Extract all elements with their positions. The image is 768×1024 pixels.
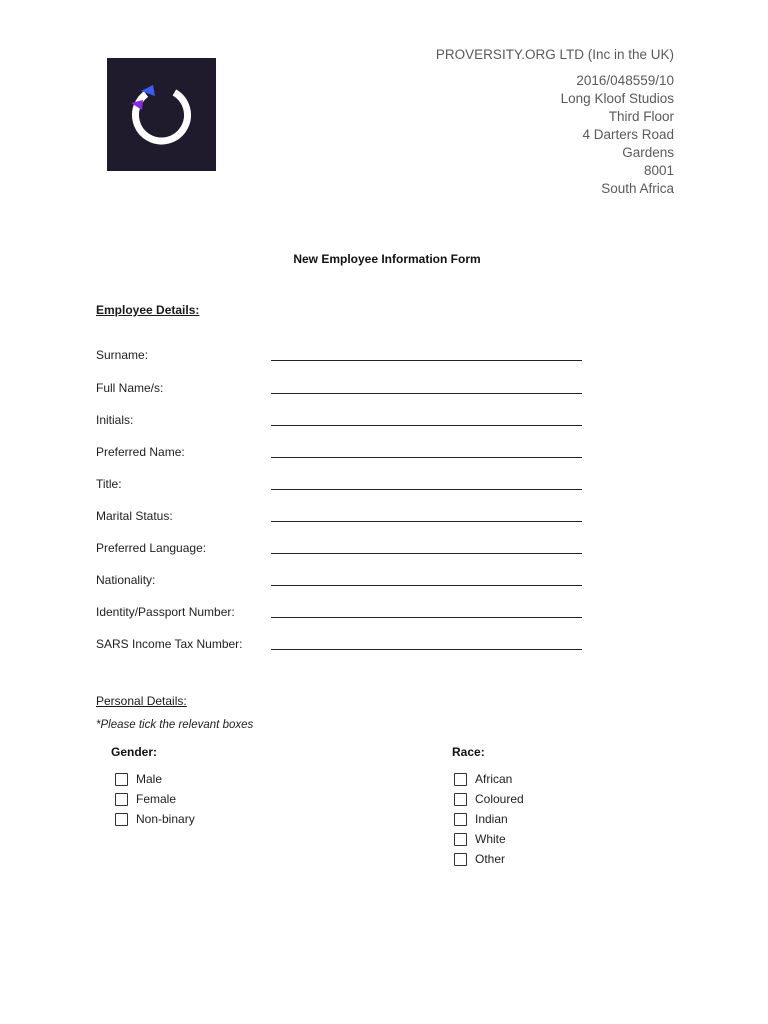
checkbox-label: Indian [475, 812, 508, 826]
address-line: 8001 [643, 163, 674, 178]
checkbox[interactable] [454, 773, 467, 786]
checkbox-label: Coloured [475, 792, 524, 806]
checkbox-label: Female [136, 792, 177, 806]
address-line: South Africa [601, 181, 674, 196]
preferred-language-input-line[interactable] [271, 553, 582, 554]
field-label: SARS Income Tax Number: [96, 637, 243, 651]
field-nationality [96, 573, 584, 593]
race-title: Race: [452, 745, 485, 759]
address-line: 4 Darters Road [582, 127, 674, 142]
checkbox[interactable] [454, 853, 467, 866]
checkbox-label: Male [136, 772, 163, 786]
field-preferred-name [96, 445, 584, 465]
company-name: PROVERSITY.ORG LTD (Inc in the UK) [435, 47, 674, 62]
full-names-input-line[interactable] [271, 393, 582, 394]
checkbox[interactable] [454, 833, 467, 846]
address-line: Third Floor [608, 109, 674, 124]
logo-mark-icon [107, 58, 216, 171]
company-address-block [436, 46, 674, 198]
sars-tax-number-input-line[interactable] [271, 649, 582, 650]
checkbox[interactable] [115, 793, 128, 806]
field-label: Surname: [96, 348, 149, 362]
surname-input-line[interactable] [271, 360, 582, 361]
field-label: Initials: [96, 413, 134, 427]
field-sars-income-tax-number [96, 637, 584, 657]
identity-passport-input-line[interactable] [271, 617, 582, 618]
checkbox-label: Non-binary [136, 812, 195, 826]
form-title: New Employee Information Form [293, 252, 481, 266]
company-logo [107, 58, 216, 171]
field-identity-passport-number [96, 605, 584, 625]
title-input-line[interactable] [271, 489, 582, 490]
checkbox[interactable] [454, 813, 467, 826]
gender-title: Gender: [111, 745, 158, 759]
field-label: Full Name/s: [96, 381, 164, 395]
field-label: Preferred Name: [96, 445, 185, 459]
marital-status-input-line[interactable] [271, 521, 582, 522]
field-initials [96, 413, 584, 433]
checkbox[interactable] [115, 813, 128, 826]
checkbox-label: African [475, 772, 513, 786]
field-title [96, 477, 584, 497]
checkbox-label: Other [475, 852, 506, 866]
address-line: Gardens [622, 145, 674, 160]
checkbox[interactable] [115, 773, 128, 786]
field-surname [96, 348, 584, 368]
employee-details-heading: Employee Details: [96, 303, 200, 317]
initials-input-line[interactable] [271, 425, 582, 426]
field-label: Preferred Language: [96, 541, 207, 555]
field-label: Identity/Passport Number: [96, 605, 235, 619]
checkbox-label: White [475, 832, 506, 846]
nationality-input-line[interactable] [271, 585, 582, 586]
field-marital-status [96, 509, 584, 529]
field-label: Nationality: [96, 573, 156, 587]
field-preferred-language [96, 541, 584, 561]
personal-details-heading: Personal Details: [96, 694, 187, 708]
company-registration: 2016/048559/10 [576, 73, 674, 88]
field-label: Marital Status: [96, 509, 173, 523]
field-full-names [96, 381, 584, 401]
tick-boxes-note: *Please tick the relevant boxes [96, 719, 254, 731]
field-label: Title: [96, 477, 122, 491]
address-line: Long Kloof Studios [560, 91, 674, 106]
checkbox[interactable] [454, 793, 467, 806]
preferred-name-input-line[interactable] [271, 457, 582, 458]
